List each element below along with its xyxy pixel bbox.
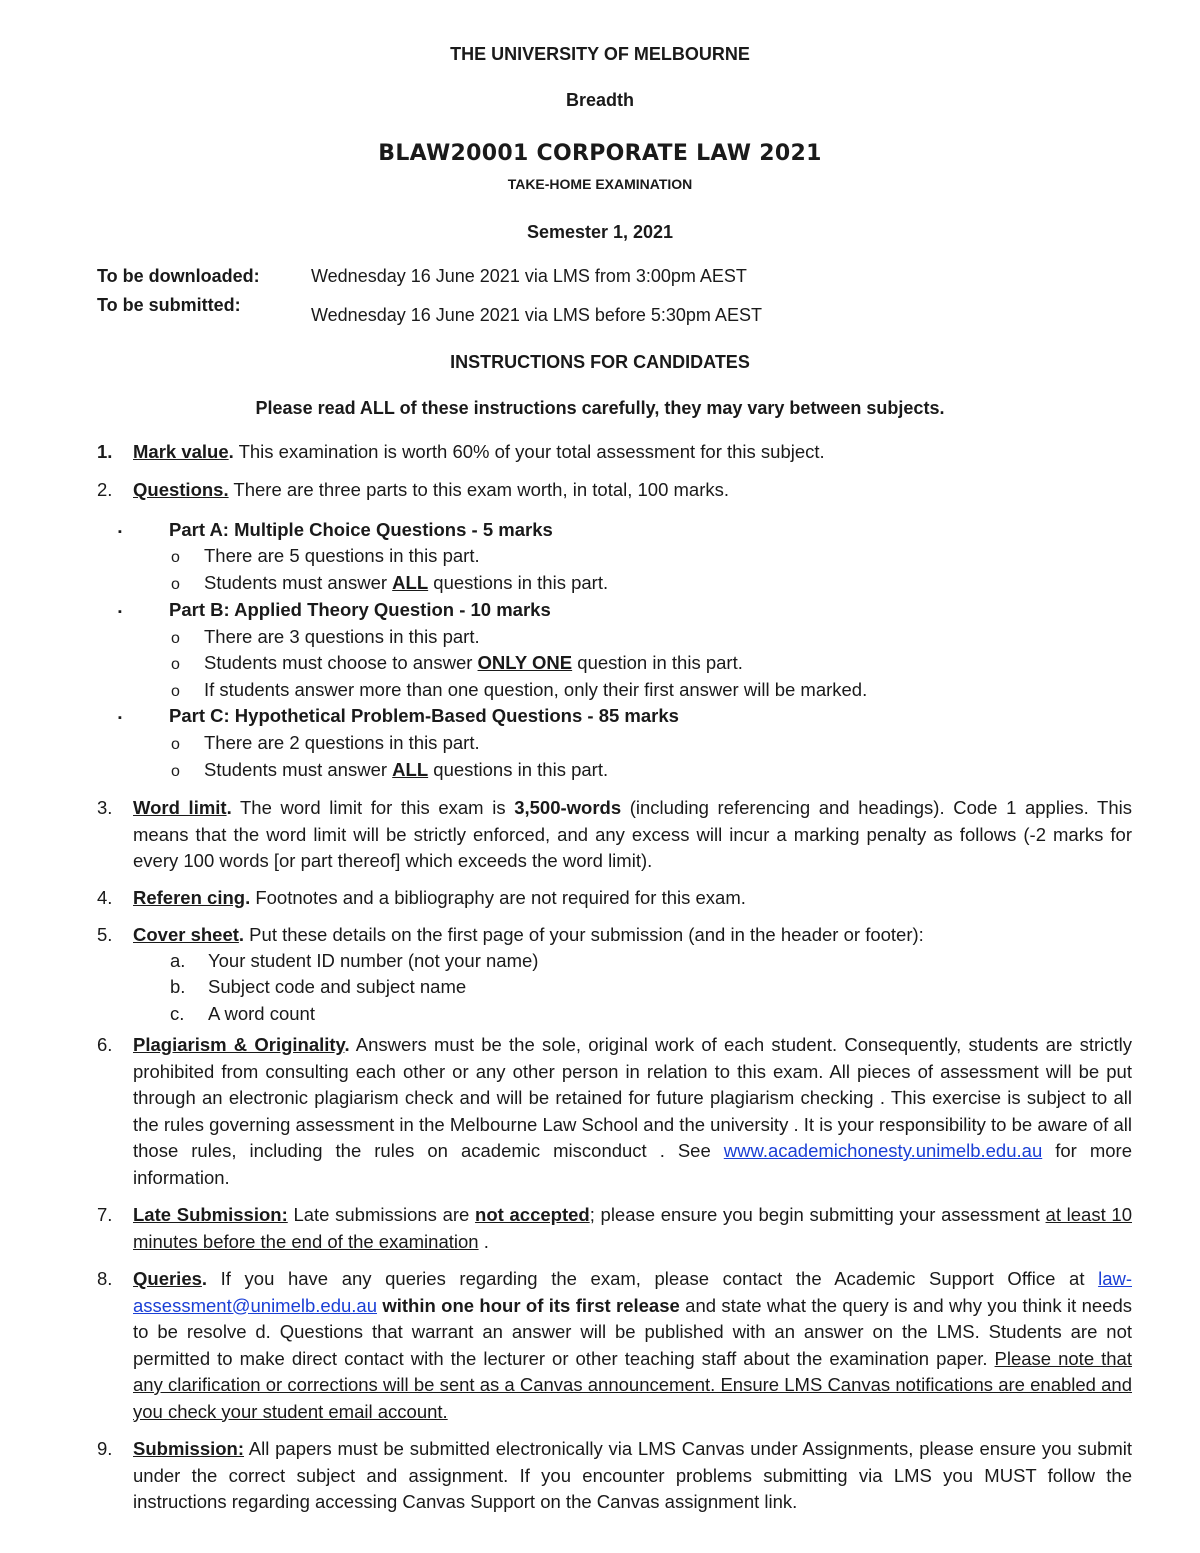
item-heading: Mark value	[133, 441, 229, 462]
item-heading: Cover sheet	[133, 924, 239, 945]
instruction-item-7: 7. Late Submission: Late submissions are not accepted; please ensure you begin submitting your assessment at least 10 minutes before the end of the examination .	[97, 1204, 1132, 1252]
list-item: o If students answer more than one question, only their first answer will be marked.	[171, 679, 868, 700]
list-item: o There are 5 questions in this part.	[171, 545, 480, 566]
instruction-item-2: 2. Questions. There are three parts to this exam worth, in total, 100 marks.	[97, 479, 730, 500]
part-c-item: ▪ Part C: Hypothetical Problem-Based Questions - 85 marks	[118, 705, 679, 726]
list-item: o Students must answer ALL questions in this part.	[171, 572, 609, 593]
instruction-item-1: 1. Mark value. This examination is worth 60% of your total assessment for this subject.	[97, 441, 825, 462]
instruction-item-5: 5. Cover sheet. Put these details on the first page of your submission (and in the header or footer):	[97, 924, 924, 945]
list-item: o Students must choose to answer ONLY ONE question in this part.	[171, 652, 743, 673]
download-label: To be downloaded:	[97, 266, 260, 286]
academic-honesty-link[interactable]: www.academichonesty.unimelb.edu.au	[723, 1140, 1043, 1161]
submit-label: To be submitted:	[97, 295, 241, 315]
list-item: o There are 3 questions in this part.	[171, 626, 480, 647]
list-item: o Students must answer ALL questions in this part.	[171, 759, 609, 780]
instruction-item-6: 6. Plagiarism & Originality. Answers must be the sole, original work of each student. Consequently, students are strictly prohibited from consulting each other or any other person in relation to this exam. All pieces of assessment will be put through an electronic plagiarism check and will be retained for future plagiarism checking . This exercise is subject to all the rules governing assessment in the Melbourne Law School and the university . It is your responsibility to be aware of all those rules, including the rules on academic misconduct . See www.academichonesty.unimelb.edu.au for more information.	[97, 1034, 1132, 1188]
instruction-item-9: 9. Submission: All papers must be submitted electronically via LMS Canvas under Assignments, please ensure you submit under the correct subject and assignment. If you encounter problems submitting via LMS you MUST follow the instructions regarding accessing Canvas Support on the Canvas assignment link.	[97, 1438, 1132, 1512]
read-all-notice: Please read ALL of these instructions carefully, they may vary between subjects.	[255, 398, 945, 418]
part-a-item: ▪ Part A: Multiple Choice Questions - 5 marks	[118, 519, 553, 540]
instructions-heading: INSTRUCTIONS FOR CANDIDATES	[450, 352, 750, 372]
semester-label: Semester 1, 2021	[526, 222, 674, 242]
item-heading: Questions.	[133, 479, 229, 500]
exam-page: THE UNIVERSITY OF MELBOURNE Breadth BLAW20001 CORPORATE LAW 2021 TAKE-HOME EXAMINATION Semester 1, 2021 To be downloaded: Wednesday 16 June 2021 via LMS from 3:00pm AEST To be submitted: Wednesday 16 June 2021 via LMS before 5:30pm AEST INSTRUCTIONS FOR CANDIDATES Please read ALL of these instructions carefully, they may vary between subjects. 1. Mark value. This examination is worth 60% of your total assessment for this subject. 2. Questions. There are three parts to this exam worth, in total, 100 marks. ▪ Part A: Multiple Choice Questions - 5 marks o There are 5 questions in this part. o Students must answer ALL questions in this part. ▪ Part B: Applied Theory Question - 10 marks o There are 3 questions in this part. o Students must choose to answer ONLY ONE question in this part. o If students answer more than one question, only their first answer will be marked. ▪ Part C: Hypothetical Problem-Based Questions - 85 marks o There are 2 questions in this part. o Students must answer ALL questions in this part. 3. Word limit. The word limit for this exam is 3,500-words (including referencing and headings). Code 1 applies. This means that the word limit will be strictly enforced, and any excess will incur a marking penalty as follows (-2 marks for every 100 words [or part thereof] which exceeds the word limit). 4. Referen cing. Footnotes and a bibliography are not required for this exam. 5. Cover sheet. Put these details on the first page of your submission (and in the header or footer): a. Your student ID number (not your name) b. Subject code and subject name c. A word count 6. Plagiarism & Originality. Answers must be the sole, original work of each student. Consequently, students are strictly prohibited from consulting each other or any other person in relation to this exam. All pieces of assessment will be put through an electronic plagiarism check and will be retained for future plagiarism checking . This exercise is subject to all the rules governing assessment in the Melbourne Law School and the university . It is your responsibility to be aware of all those rules, including the rules on academic misconduct . See www.academichonesty.unimelb.edu.au for more information. 7. Late Submission: Late submissions are not accepted; please ensure you begin submitting your assessment at least 10 minutes before the end of the examination . 8. Queries. If you have any queries regarding the exam, please contact the Academic Support Office at law-assessment@unimelb.edu.au within one hour of its first release and state what the query is and why you think it needs to be resolve d. Questions that warrant an answer will be published with an answer on the LMS. Students are not permitted to make direct contact with the lecturer or other teaching staff about the examination paper. Please note that any clarification or corrections will be sent as a Canvas announcement. Ensure LMS Canvas notifications are enabled and you check your student email account. 9. Submission: All papers must be submitted electronically via LMS Canvas under Assignments, please ensure you submit under the correct subject and assignment. If you encounter problems submitting via LMS you MUST follow the instructions regarding accessing Canvas Support on the Canvas assignment link.	[0, 0, 1200, 1553]
item-heading: Late Submission:	[133, 1204, 288, 1225]
item-heading: Queries	[133, 1268, 202, 1289]
download-value: Wednesday 16 June 2021 via LMS from 3:00pm AEST	[311, 266, 747, 286]
instruction-item-8: 8. Queries. If you have any queries regarding the exam, please contact the Academic Support Office at law-assessment@unimelb.edu.au within one hour of its first release and state what the query is and why you think it needs to be resolve d. Questions that warrant an answer will be published with an answer on the LMS. Students are not permitted to make direct contact with the lecturer or other teaching staff about the examination paper. Please note that any clarification or corrections will be sent as a Canvas announcement. Ensure LMS Canvas notifications are enabled and you check your student email account.	[97, 1268, 1132, 1422]
instruction-item-4: 4. Referen cing. Footnotes and a bibliography are not required for this exam.	[97, 887, 746, 908]
submit-value: Wednesday 16 June 2021 via LMS before 5:30pm AEST	[311, 305, 762, 325]
university-title: THE UNIVERSITY OF MELBOURNE	[450, 44, 750, 64]
instruction-item-3: 3. Word limit. The word limit for this exam is 3,500-words (including referencing and headings). Code 1 applies. This means that the word limit will be strictly enforced, and any excess will incur a marking penalty as follows (-2 marks for every 100 words [or part thereof] which exceeds the word limit).	[97, 797, 1132, 871]
item-heading: Submission:	[133, 1438, 245, 1459]
breadth-label: Breadth	[565, 90, 634, 110]
course-title: BLAW20001 CORPORATE LAW 2021	[378, 141, 822, 166]
item-heading: Word limit	[133, 797, 227, 818]
assessment-email-link[interactable]: law-assessment@unimelb.edu.au	[133, 1268, 1132, 1316]
part-b-item: ▪ Part B: Applied Theory Question - 10 marks	[118, 599, 551, 620]
list-item: o There are 2 questions in this part.	[171, 732, 480, 753]
item-heading: Referen cing	[133, 887, 246, 908]
exam-type: TAKE-HOME EXAMINATION	[507, 176, 693, 192]
item-heading: Plagiarism & Originality	[133, 1034, 345, 1055]
